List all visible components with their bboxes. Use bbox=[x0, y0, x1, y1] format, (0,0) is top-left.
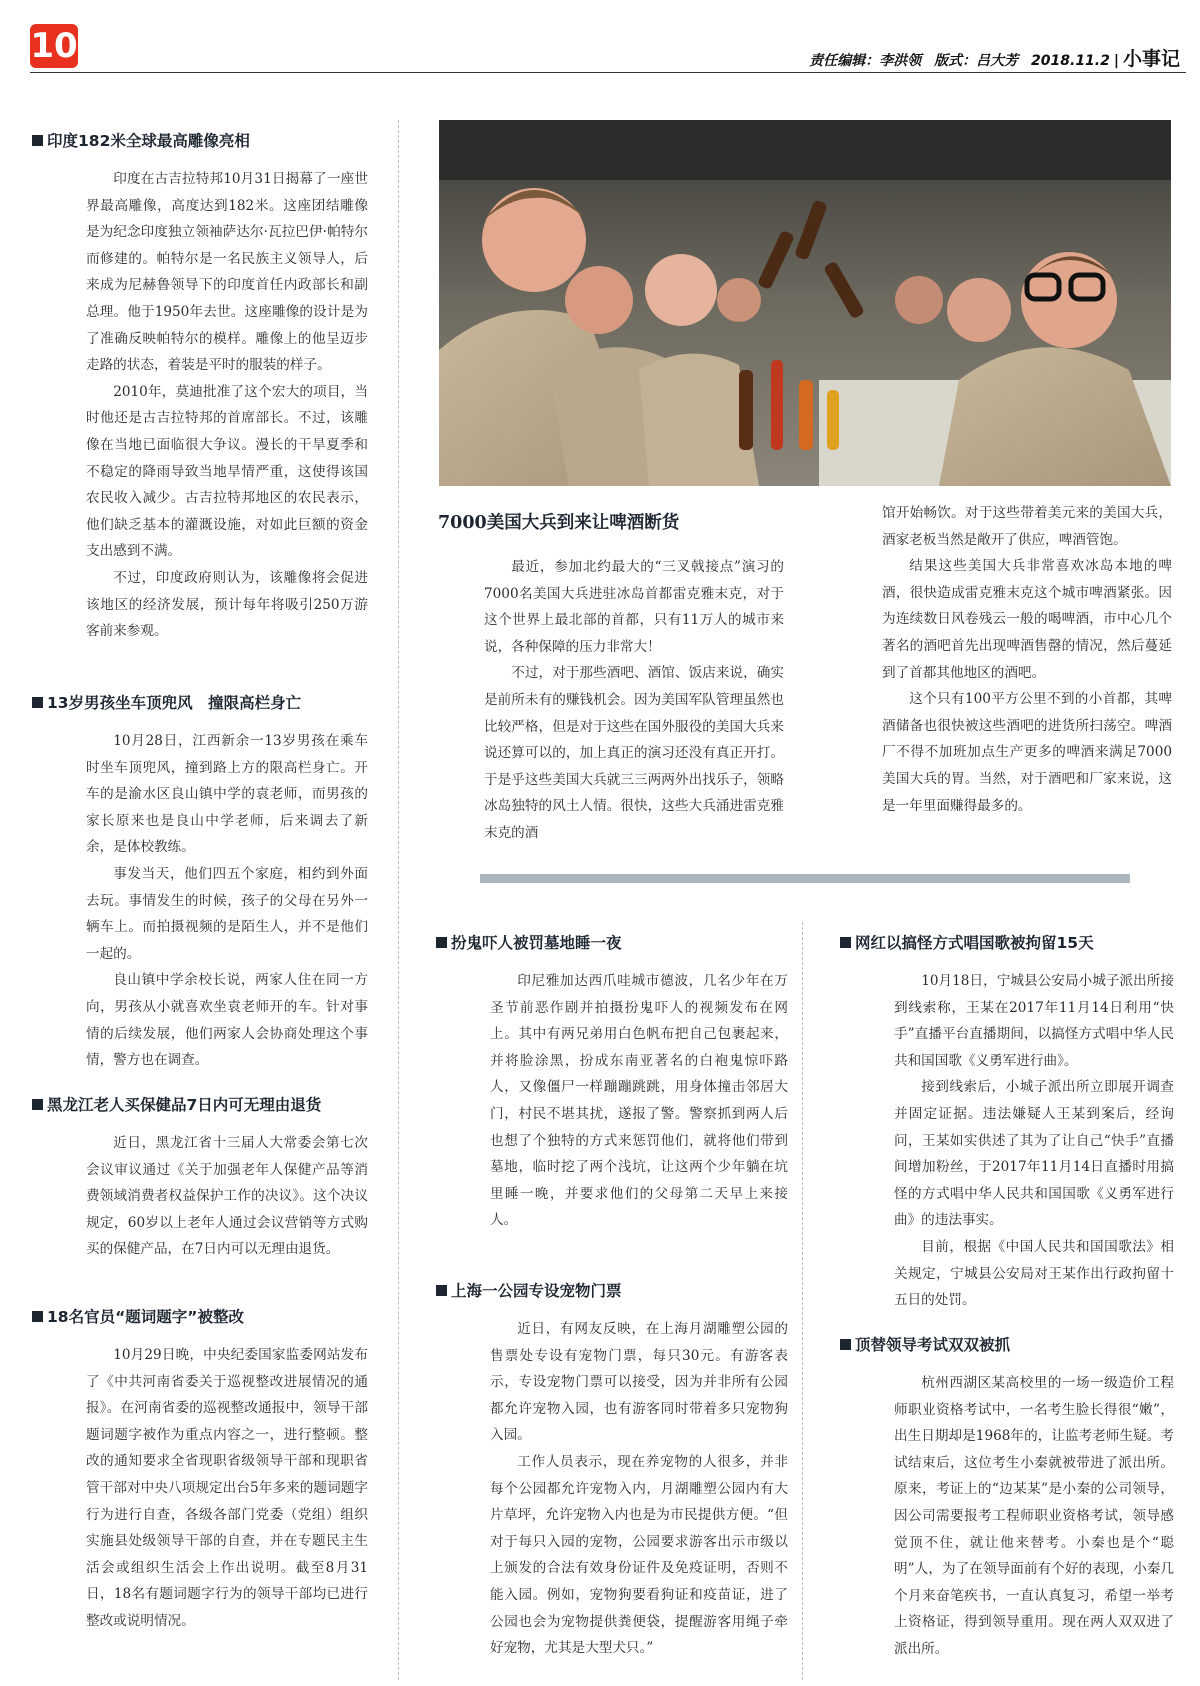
article-body bbox=[894, 1370, 1174, 1663]
section-divider-bar bbox=[480, 874, 1130, 883]
bullet-square-icon bbox=[840, 937, 851, 948]
article-officials-calligraphy bbox=[32, 1306, 368, 1635]
paragraph: 2010年，莫迪批准了这个宏大的项目，当时他还是古吉拉特邦的首席部长。不过，该雕像在当地已面临很大争议。漫长的干旱夏季和不稳定的降雨导致当地旱情严重，这使得该国农民收入减少。古吉拉特邦地区的农民表示，他们缺乏基本的灌溉设施，对如此巨额的资金支出感到不满。 bbox=[86, 383, 368, 560]
bullet-square-icon bbox=[32, 697, 43, 708]
paragraph: 目前，根据《中国人民共和国国歌法》相关规定，宁城县公安局对王某作出行政拘留十五日的处罚。 bbox=[894, 1238, 1174, 1309]
header-rule bbox=[30, 72, 1186, 73]
feature-body-col1 bbox=[484, 554, 784, 847]
article-anthem-influencer bbox=[840, 932, 1176, 1314]
article-heilongjiang-health bbox=[32, 1094, 368, 1263]
bullet-square-icon bbox=[840, 1339, 851, 1350]
paragraph: 不过，对于那些酒吧、酒馆、饭店来说，确实是前所未有的赚钱机会。因为美国军队管理虽然也比较严格，但是对于这些在国外服役的美国大兵来说还算可以的，加上真正的演习还没有真正开打。于是乎这些美国大兵就三三两两外出找乐子，领略冰岛独特的风土人情。很快，这些大兵涌进雷克雅末克的酒 bbox=[484, 665, 784, 841]
article-body bbox=[86, 728, 368, 1074]
feature-body-col2 bbox=[882, 500, 1172, 819]
article-title: 13岁男孩坐车顶兜风 撞限高栏身亡 bbox=[32, 692, 368, 714]
article-body bbox=[490, 1316, 788, 1662]
article-body bbox=[894, 968, 1174, 1314]
article-title: 黑龙江老人买保健品7日内可无理由退货 bbox=[32, 1094, 368, 1116]
article-title: 18名官员“题词题字”被整改 bbox=[32, 1306, 368, 1328]
paragraph: 事发当天，他们四五个家庭，相约到外面去玩。事情发生的时候，孩子的父母在另外一辆车上。而拍摄视频的是陌生人，并不是他们一起的。 bbox=[86, 865, 368, 962]
paragraph: 这个只有100平方公里不到的小首都，其啤酒储备也很快被这些酒吧的进货所扫荡空。啤酒厂不得不加班加点生产更多的啤酒来满足7000美国大兵的胃。当然，对于酒吧和厂家来说，这是一年里面赚得最多的。 bbox=[882, 691, 1172, 814]
article-pet-ticket bbox=[436, 1280, 792, 1662]
paragraph-continuation: 馆开始畅饮。对于这些带着美元来的美国大兵，酒家老板当然是敞开了供应，啤酒管饱。 bbox=[882, 505, 1172, 548]
header-info bbox=[809, 44, 1180, 71]
bullet-square-icon bbox=[436, 937, 447, 948]
article-ghost-prank bbox=[436, 932, 792, 1234]
paragraph: 不过，印度政府则认为，该雕像将会促进该地区的经济发展，预计每年将吸引250万游客前来参观。 bbox=[86, 569, 368, 640]
page-number: 10 bbox=[30, 26, 78, 66]
bullet-square-icon bbox=[436, 1285, 447, 1296]
article-title: 印度182米全球最高雕像亮相 bbox=[32, 130, 368, 152]
editor-credit: 责任编辑：李洪领 bbox=[809, 53, 922, 69]
bullet-square-icon bbox=[32, 135, 43, 146]
column-divider-left bbox=[398, 120, 399, 1680]
section-name: 小事记 bbox=[1122, 48, 1180, 70]
bullet-square-icon bbox=[32, 1099, 43, 1110]
article-india-statue bbox=[32, 130, 368, 645]
paragraph: 10月29日晚，中央纪委国家监委网站发布了《中共河南省委关于巡视整改进展情况的通报》。在河南省委的巡视整改通报中，领导干部题词题字被作为重点内容之一，进行整顿。整改的通知要求全省现职省级领导干部和现职省管干部对中央八项规定出台5年多来的题词题字行为进行自查，各级各部门党委（党组）组织实施县处级领导干部的自查，并在专题民主生活会或组织生活会上作出说明。截至8月31日，18名有题词题字行为的领导干部均已进行整改或说明情况。 bbox=[86, 1347, 368, 1629]
paragraph: 工作人员表示，现在养宠物的人很多，并非每个公园都允许宠物入内，月湖雕塑公园内有大片草坪，允许宠物入内也是为市民提供方便。“但对于每只入园的宠物，公园要求游客出示市级以上颁发的合法有效身份证件及免疫证明，否则不能入园。例如，宠物狗要看狗证和疫苗证，进了公园也会为宠物提供粪便袋，提醒游客用绳子牵好宠物，尤其是大型犬只。” bbox=[490, 1453, 788, 1657]
paragraph: 结果这些美国大兵非常喜欢冰岛本地的啤酒，很快造成雷克雅末克这个城市啤酒紧张。因为连续数日风卷残云一般的喝啤酒，市中心几个著名的酒吧首先出现啤酒售罄的情况，然后蔓延到了首都其他地区的酒吧。 bbox=[882, 558, 1172, 681]
article-title: 扮鬼吓人被罚墓地睡一夜 bbox=[436, 932, 792, 954]
article-beer-shortage bbox=[438, 512, 788, 847]
article-body bbox=[490, 968, 788, 1234]
paragraph: 杭州西湖区某高校里的一场一级造价工程师职业资格考试中，一名考生脸长得很“嫩”，出生日期却是1968年的，让监考老师生疑。考试结束后，这位考生小秦就被带进了派出所。原来，考证上的“边某某”是小秦的公司领导，因公司需要报考工程师职业资格考试，领导感觉顶不住，就让他来替考。小秦也是个“聪明”人，为了在领导面前有个好的表现，小秦几个月来奋笔疾书，一直认真复习，希望一举考上资格证，得到领导重用。现在两人双双进了派出所。 bbox=[894, 1375, 1174, 1657]
header-separator: | bbox=[1113, 53, 1119, 69]
article-boy-car-roof bbox=[32, 692, 368, 1074]
feature-photo bbox=[439, 120, 1171, 486]
article-exam-substitute bbox=[840, 1334, 1176, 1663]
column-divider-bottom bbox=[802, 922, 803, 1680]
issue-date: 2018.11.2 bbox=[1031, 53, 1110, 69]
article-body bbox=[86, 1130, 368, 1263]
paragraph: 近日，黑龙江省十三届人大常委会第七次会议审议通过《关于加强老年人保健产品等消费领域消费者权益保护工作的决议》。这个决议规定，60岁以上老年人通过会议营销等方式购买的保健产品，在7日内可以无理由退货。 bbox=[86, 1135, 368, 1258]
bullet-square-icon bbox=[32, 1311, 43, 1322]
layout-credit: 版式：吕大芳 bbox=[934, 53, 1019, 69]
paragraph: 接到线索后，小城子派出所立即展开调查并固定证据。违法嫌疑人王某到案后，经询问，王某如实供述了其为了让自己“快手”直播间增加粉丝，于2017年11月14日直播时用搞怪的方式唱中华人民共和国国歌《义勇军进行曲》的违法事实。 bbox=[894, 1079, 1174, 1229]
article-body bbox=[86, 166, 368, 645]
paragraph: 10月28日，江西新余一13岁男孩在乘车时坐车顶兜风，撞到路上方的限高栏身亡。开车的是渝水区良山镇中学的袁老师，而男孩的家长原来也是良山中学老师，后来调去了新余，是体校教练。 bbox=[86, 733, 368, 856]
article-title: 顶替领导考试双双被抓 bbox=[840, 1334, 1176, 1356]
article-body bbox=[86, 1342, 368, 1635]
paragraph: 印度在古吉拉特邦10月31日揭幕了一座世界最高雕像，高度达到182米。这座团结雕像是为纪念印度独立领袖萨达尔·瓦拉巴伊·帕特尔而修建的。帕特尔是一名民族主义领导人，后来成为尼赫鲁领导下的印度首任内政部长和副总理。他于1950年去世。这座雕像的设计是为了准确反映帕特尔的模样。雕像上的他呈迈步走路的状态，着装是平时的服装的样子。 bbox=[86, 171, 368, 374]
article-title: 上海一公园专设宠物门票 bbox=[436, 1280, 792, 1302]
article-title: 网红以搞怪方式唱国歌被拘留15天 bbox=[840, 932, 1176, 954]
paragraph: 良山镇中学余校长说，两家人住在同一方向，男孩从小就喜欢坐袁老师开的车。针对事情的后续发展，他们两家人会协商处理这个事情，警方也在调查。 bbox=[86, 972, 368, 1069]
paragraph: 印尼雅加达西爪哇城市德波，几名少年在万圣节前恶作剧并拍摄扮鬼吓人的视频发布在网上。其中有两兄弟用白色帆布把自己包裹起来，并将脸涂黑，扮成东南亚著名的白袍鬼惊吓路人，又像僵尸一样蹦蹦跳跳，用身体撞击邻居大门，村民不堪其扰，遂报了警。警察抓到两人后也想了个独特的方式来惩罚他们，就将他们带到墓地，临时挖了两个浅坑，让这两个少年躺在坑里睡一晚，并要求他们的父母第二天早上来接人。 bbox=[490, 973, 788, 1229]
soldiers-toasting-photo bbox=[439, 120, 1171, 486]
paragraph: 10月18日，宁城县公安局小城子派出所接到线索称，王某在2017年11月14日利用“快手”直播平台直播期间，以搞怪方式唱中华人民共和国国歌《义勇军进行曲》。 bbox=[894, 973, 1174, 1069]
paragraph: 近日，有网友反映，在上海月湖雕塑公园的售票处专设有宠物门票，每只30元。有游客表示，专设宠物门票可以接受，因为并非所有公园都允许宠物入园，也有游客同时带着多只宠物狗入园。 bbox=[490, 1321, 788, 1444]
feature-title: 7000美国大兵到来让啤酒断货 bbox=[438, 513, 680, 533]
paragraph: 最近，参加北约最大的“三叉戟接点”演习的7000名美国大兵进驻冰岛首都雷克雅末克，对于这个世界上最北部的首都，只有11万人的城市来说，各种保障的压力非常大！ bbox=[484, 559, 784, 655]
